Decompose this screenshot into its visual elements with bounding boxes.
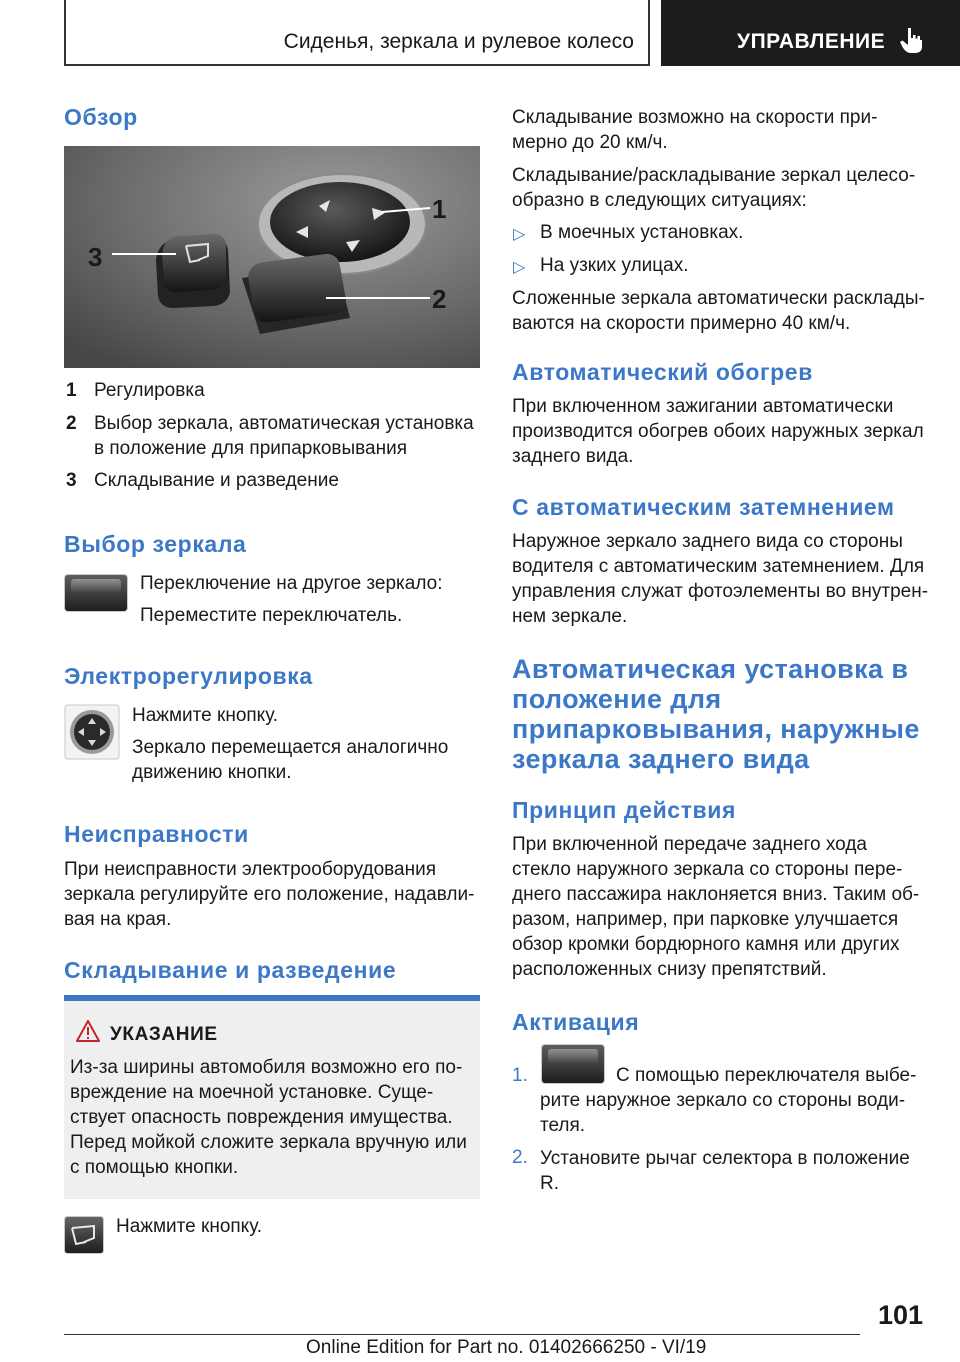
heating-heading: Автоматический обогрев	[512, 359, 813, 385]
warning-text-1: Из-за ширины автомобиля возможно его по-	[70, 1057, 463, 1078]
legend-text-3: Складывание и разведение	[94, 470, 339, 491]
step-number-2: 2.	[512, 1147, 528, 1168]
adjust-knob	[270, 182, 410, 262]
mirror-select-switch-icon	[541, 1044, 605, 1084]
mirror-select-text-1: Переключение на другое зеркало:	[140, 573, 443, 594]
section-tab[interactable]	[661, 0, 960, 66]
overview-heading: Обзор	[64, 104, 138, 130]
mirror-controls-photo	[64, 146, 480, 368]
warning-text-4: Перед мойкой сложите зеркала вручную или	[70, 1132, 467, 1153]
heating-text-3: заднего вида.	[512, 446, 634, 467]
chapter-title: Сиденья, зеркала и рулевое колесо	[283, 30, 634, 53]
page-number: 101	[877, 1300, 923, 1330]
step1-text-3: теля.	[540, 1115, 586, 1136]
warning-title: УКАЗАНИЕ	[110, 1024, 218, 1045]
dimming-text-4: нем зеркале.	[512, 606, 628, 627]
heating-text-2: производится обогрев обоих наружных зеркал	[512, 421, 924, 442]
legend-num-2: 2	[66, 413, 77, 434]
callout-2: 2	[432, 284, 447, 314]
parking-heading-4: зеркала заднего вида	[512, 744, 810, 774]
malfunction-text-3: вая на края.	[64, 909, 172, 930]
auto-unfold-text-2: ваются на скорости примерно 40 км/ч.	[512, 313, 851, 334]
parking-heading-2: положение для	[512, 684, 722, 714]
bullet-triangle-icon: ▷	[513, 226, 526, 243]
select-button	[248, 254, 346, 322]
electro-text-1: Нажмите кнопку.	[132, 705, 279, 726]
bullet-text-1: В моечных установках.	[540, 222, 744, 243]
principle-text-3: днего пассажира наклоняется вниз. Таким об-	[512, 884, 920, 905]
mirror-select-heading: Выбор зеркала	[64, 531, 247, 557]
step1-text-2: рите наружное зеркало со стороны води-	[540, 1090, 906, 1111]
malfunction-heading: Неисправности	[64, 821, 249, 847]
warning-triangle-icon	[76, 1020, 100, 1042]
adjust-button-icon	[64, 704, 120, 760]
fold-button-icon	[64, 1216, 104, 1254]
callout-3: 3	[88, 242, 103, 272]
auto-unfold-text-1: Сложенные зеркала автоматически расклады-	[512, 288, 925, 309]
principle-text-4: разом, например, при парковке улучшается	[512, 909, 899, 930]
legend-text-2b: в положение для припарковывания	[94, 438, 408, 459]
fold-press-text: Нажмите кнопку.	[116, 1216, 263, 1237]
malfunction-text-1: При неисправности электрооборудования	[64, 859, 436, 880]
step2-text-2: R.	[540, 1173, 559, 1194]
activation-heading: Активация	[512, 1009, 640, 1035]
footer-divider	[64, 1334, 860, 1335]
warning-text-2: вреждение на моечной установке. Суще-	[70, 1082, 434, 1103]
footer-edition: Online Edition for Part no. 01402666250 - VI/19	[306, 1337, 707, 1358]
principle-text-6: расположенных снизу препятствий.	[512, 959, 827, 980]
warning-text-5: с помощью кнопки.	[70, 1157, 239, 1178]
photo-background	[64, 146, 480, 368]
folding-heading: Складывание и разведение	[64, 957, 397, 983]
pointing-hand-icon	[899, 26, 925, 54]
step-number-1: 1.	[512, 1065, 528, 1086]
principle-text-2: стекло наружного зеркала со стороны пере-	[512, 859, 903, 880]
malfunction-text-2: зеркала регулируйте его положение, надавли-	[64, 884, 475, 905]
electro-text-3: движению кнопки.	[132, 762, 292, 783]
legend-num-3: 3	[66, 470, 77, 491]
step2-text-1: Установите рычаг селектора в положение	[540, 1148, 910, 1169]
step1-text-1: С помощью переключателя выбе-	[616, 1065, 917, 1086]
dimming-heading: С автоматическим затемнением	[512, 494, 895, 520]
principle-text-1: При включенной передаче заднего хода	[512, 834, 867, 855]
fold-speed-text-1: Складывание возможно на скорости при-	[512, 107, 878, 128]
mirror-select-switch-icon	[64, 574, 128, 612]
principle-heading: Принцип действия	[512, 797, 737, 823]
dimming-text-3: управления служат фотоэлементы во внутрен-	[512, 581, 929, 602]
legend-text-2a: Выбор зеркала, автоматическая установка	[94, 413, 474, 434]
parking-heading-1: Автоматическая установка в	[512, 654, 909, 684]
bullet-triangle-icon: ▷	[513, 259, 526, 276]
dimming-text-2: водителя с автоматическим затемнением. Для	[512, 556, 925, 577]
fold-useful-text-1: Складывание/раскладывание зеркал целесо-	[512, 165, 916, 186]
legend-num-1: 1	[66, 380, 77, 401]
electro-text-2: Зеркало перемещается аналогично	[132, 737, 449, 758]
dimming-text-1: Наружное зеркало заднего вида со стороны	[512, 531, 903, 552]
parking-heading-3: припарковывания, наружные	[512, 714, 920, 744]
fold-button	[162, 234, 226, 292]
section-tab-label: УПРАВЛЕНИЕ	[737, 30, 886, 53]
mirror-select-text-2: Переместите переключатель.	[140, 605, 403, 626]
fold-speed-text-2: мерно до 20 км/ч.	[512, 132, 668, 153]
callout-1: 1	[432, 194, 447, 224]
header-chapter-box	[64, 0, 650, 66]
fold-useful-text-2: образно в следующих ситуациях:	[512, 190, 807, 211]
warning-text-3: ствует опасность повреждения имущества.	[70, 1107, 453, 1128]
electro-heading: Электрорегулировка	[64, 663, 313, 689]
principle-text-5: обзор кромки бордюрного камня или других	[512, 934, 900, 955]
bullet-text-2: На узких улицах.	[540, 255, 689, 276]
heating-text-1: При включенном зажигании автоматически	[512, 396, 894, 417]
legend-text-1: Регулировка	[94, 380, 205, 401]
